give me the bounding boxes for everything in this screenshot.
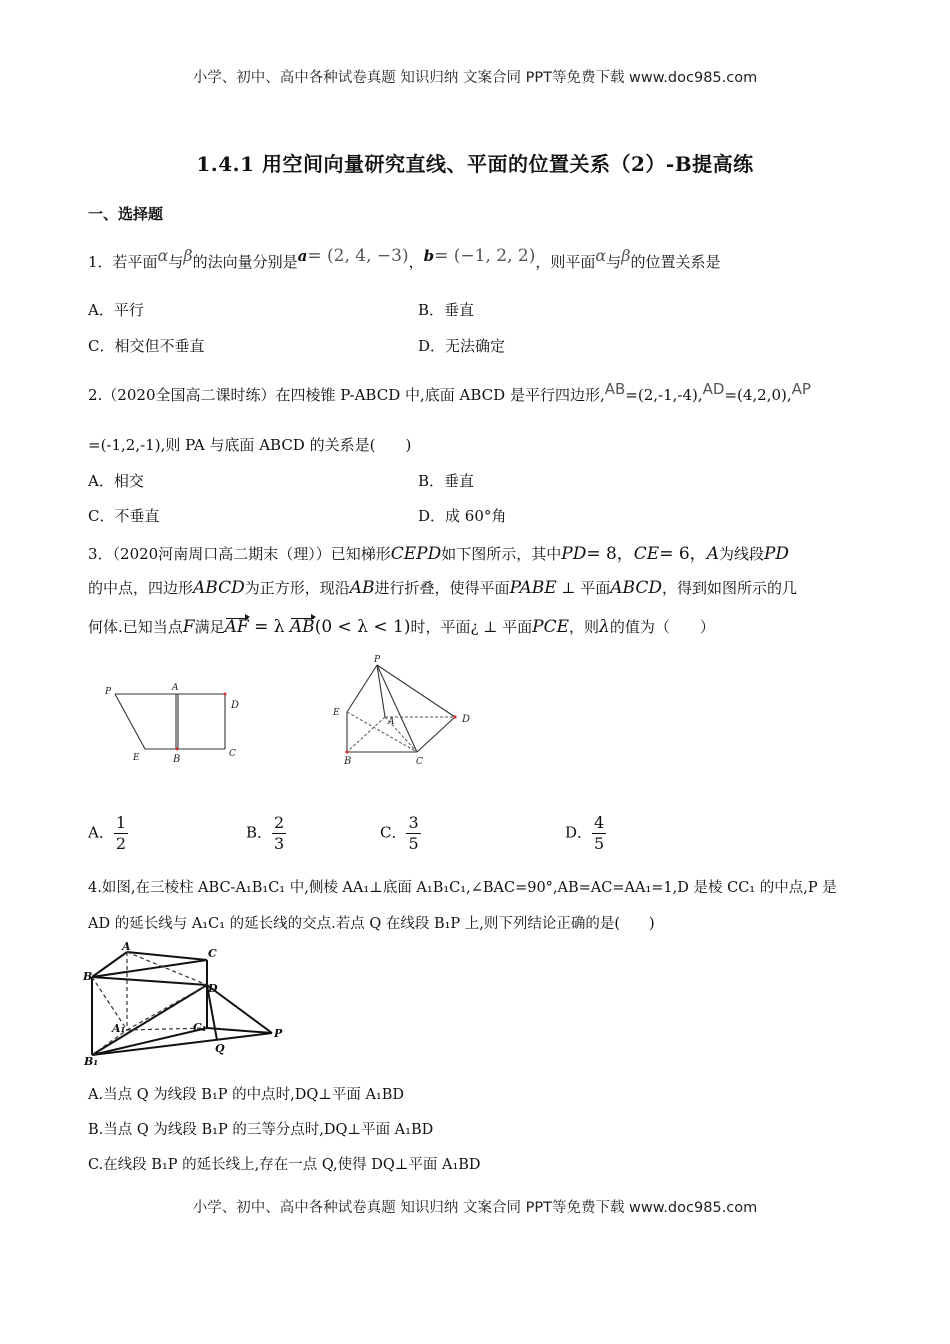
q1-and: 与: [168, 253, 184, 271]
fig1-label-b: B: [173, 754, 181, 765]
q3-pd2: PD: [763, 544, 790, 564]
q3-t4: 的中点，四边形: [88, 579, 194, 597]
q3-cond: (0 < λ < 1): [314, 617, 411, 637]
fig2-edge-cd: [417, 717, 455, 752]
q1-option-b: B．垂直: [418, 301, 475, 319]
q3-t6: 进行折叠，使得平面: [374, 579, 510, 597]
q3-vec-af: AF: [224, 617, 249, 637]
q3-pd: PD: [561, 544, 587, 564]
q1-option-c: C．相交但不垂直: [88, 337, 205, 355]
fig3-label-p: P: [274, 1027, 283, 1040]
fig2-label-b: B: [344, 756, 352, 767]
fig1-label-e: E: [133, 753, 140, 763]
q3-opt-c-frac: [406, 813, 420, 854]
q3-t5: 为正方形，现沿: [244, 579, 350, 597]
fig3-label-c1: C₁: [193, 1021, 207, 1034]
page-footer: 小学、初中、高中各种试卷真题 知识归纳 文案合同 PPT等免费下载 www.doc985.com: [192, 1200, 758, 1216]
page-header: 小学、初中、高中各种试卷真题 知识归纳 文案合同 PPT等免费下载 www.doc985.com: [192, 70, 758, 86]
q1-tail-a: ，则平面: [535, 253, 596, 271]
q4-figure-prism: [82, 940, 287, 1068]
q4-option-a: A.当点 Q 为线段 B₁P 的中点时,DQ⊥平面 A₁BD: [88, 1087, 405, 1103]
q3-f: F: [182, 617, 195, 637]
fig2-point-d: [453, 715, 456, 718]
q1-alpha: α: [157, 246, 169, 265]
q3-opt-b-frac: [272, 813, 286, 854]
fig2-hidden-ab: [347, 717, 385, 752]
q1-stem: [88, 246, 720, 272]
fig3-edge-b1p: [92, 1033, 272, 1055]
fig2-hidden-ec: [347, 712, 417, 752]
q3-abcd: ABCD: [193, 578, 245, 598]
q3-t2: 如下图所示，其中: [441, 545, 562, 563]
q1-tail-b: 的位置关系是: [630, 253, 721, 271]
q3-t10: 满足: [194, 618, 225, 636]
q2-vec-ab: AB: [604, 380, 626, 398]
q2-text: 2.（2020全国高二课时练）在四棱锥 P-ABCD 中,底面 ABCD 是平行四边形,: [88, 386, 605, 404]
q3-pd-val: = 8，: [586, 544, 634, 564]
q3-ce: CE: [633, 544, 660, 564]
q3-option-b: [246, 813, 286, 854]
q3-stem-line1: [88, 539, 789, 564]
q3-opt-d-num: 4: [594, 813, 605, 832]
fig3-edge-bc: [92, 960, 207, 977]
q2-option-c: C．不垂直: [88, 507, 160, 525]
q2-stem-line2: =(-1,2,-1),则 PA 与底面 ABCD 的关系是( ): [88, 436, 412, 454]
q3-figure-solid: [330, 652, 480, 770]
q1-lead: 1．若平面: [88, 253, 158, 271]
q3-opt-b-den: 3: [274, 834, 285, 853]
q2-vec-ad: AD: [702, 380, 725, 398]
fig2-label-d: D: [462, 714, 471, 725]
q2-stem-line1: [88, 380, 811, 405]
fig1-label-c: C: [229, 749, 236, 759]
q3-opt-d-frac: [592, 813, 606, 854]
page-title: 1.4.1 用空间向量研究直线、平面的位置关系（2）-B提高练: [196, 152, 754, 176]
q4-option-c: C.在线段 B₁P 的延长线上,存在一点 Q,使得 DQ⊥平面 A₁BD: [88, 1157, 481, 1173]
q1-and-2: 与: [606, 253, 622, 271]
q2-option-b: B．垂直: [418, 472, 475, 490]
fig2-label-p: P: [374, 655, 381, 665]
q1-beta-2: β: [621, 246, 631, 265]
q3-ab: AB: [349, 578, 375, 598]
q3-t1: 3．（2020河南周口高二期末（理））已知梯形: [88, 545, 391, 563]
q3-vec-ab: AB: [289, 617, 315, 637]
q4-stem-line1: 4.如图,在三棱柱 ABC-A₁B₁C₁ 中,侧棱 AA₁⊥底面 A₁B₁C₁,∠BAC=90°,AB=AC=AA₁=1,D 是棱 CC₁ 的中点,P 是: [88, 880, 837, 896]
fig1-label-d: D: [231, 700, 240, 711]
q3-opt-a-num: 1: [115, 813, 127, 832]
fig3-label-d: D: [208, 982, 218, 995]
fig2-label-e: E: [333, 708, 340, 718]
q3-opt-a-label: A．: [88, 823, 114, 842]
q2-vec-ap: AP: [791, 380, 811, 398]
q2-ad-val: =(4,2,0),: [724, 386, 792, 404]
q3-opt-c-den: 5: [408, 834, 419, 853]
fig2-label-a: A: [388, 717, 395, 727]
q3-pce: PCE: [532, 617, 570, 637]
q1-vector-a: a: [297, 247, 308, 265]
fig3-label-b: B: [83, 970, 93, 983]
q1-option-a: A．平行: [88, 301, 144, 319]
q3-option-c: [380, 813, 421, 854]
q3-t7: ⊥ 平面: [556, 579, 611, 597]
q1-vector-b-value: = (−1, 2, 2): [434, 246, 536, 266]
fig2-label-c: C: [416, 757, 423, 767]
fig3-edge-b1c1: [92, 1028, 207, 1055]
q4-option-b: B.当点 Q 为线段 B₁P 的三等分点时,DQ⊥平面 A₁BD: [88, 1122, 434, 1138]
q1-comma: ，: [408, 253, 424, 271]
fig3-label-c: C: [208, 947, 217, 960]
q3-t11: 时，平面¿ ⊥ 平面: [410, 618, 533, 636]
fig3-label-b1: B₁: [84, 1055, 99, 1068]
q3-t8: ，得到如图所示的几: [662, 579, 798, 597]
q3-opt-b-label: B．: [246, 823, 273, 842]
fig1-label-p: P: [105, 687, 112, 697]
q3-t3: 为线段: [718, 545, 764, 563]
q3-opt-d-den: 5: [594, 834, 605, 853]
q3-stem-line2: [88, 577, 797, 598]
fig1-label-a: A: [172, 683, 179, 693]
q3-t9: 何体.已知当点: [88, 618, 183, 636]
q2-option-d: D．成 60°角: [418, 507, 507, 525]
q3-t12: ，则: [569, 618, 600, 636]
q3-opt-a-frac: [114, 813, 128, 854]
q1-mid: 的法向量分别是: [192, 253, 298, 271]
q3-eq: = λ: [248, 617, 290, 637]
q1-vector-b: b: [423, 247, 435, 265]
q3-opt-b-num: 2: [274, 813, 285, 832]
q3-option-d: [565, 813, 606, 854]
fig3-edge-ac: [127, 952, 207, 960]
q1-alpha-2: α: [595, 246, 607, 265]
q1-option-d: D．无法确定: [418, 337, 506, 355]
section-heading: 一、选择题: [88, 205, 164, 223]
q4-stem-line2: AD 的延长线与 A₁C₁ 的延长线的交点.若点 Q 在线段 B₁P 上,则下列结论正确的是( ): [88, 916, 655, 932]
q3-stem-line3: [88, 616, 715, 637]
fig3-edge-c1p: [207, 1028, 272, 1033]
fig3-edge-b1d: [92, 985, 207, 1055]
fig3-label-q: Q: [215, 1042, 225, 1055]
fig3-label-a1: A₁: [112, 1022, 126, 1035]
fig2-edge-pe: [347, 665, 377, 712]
q3-opt-d-label: D．: [565, 823, 593, 842]
fig2-point-b: [345, 750, 348, 753]
q3-t13: 的值为（ ）: [609, 618, 715, 636]
q2-option-a: A．相交: [88, 472, 144, 490]
q3-figure-trapezoid: [95, 678, 255, 768]
q3-cepd: CEPD: [390, 544, 442, 564]
fig1-edge-pe: [115, 694, 145, 749]
fig1-point-b: [176, 748, 179, 751]
q3-opt-a-den: 2: [115, 834, 127, 853]
q1-beta: β: [183, 246, 193, 265]
fig1-point-d: [224, 693, 227, 696]
q2-ab-val: =(2,-1,-4),: [625, 386, 703, 404]
q3-ce-val: = 6，: [659, 544, 707, 564]
fig3-edge-bd: [92, 977, 207, 985]
q1-vector-a-value: = (2, 4, −3): [307, 246, 409, 266]
q3-pabe: PABE: [509, 578, 557, 598]
q3-abcd2: ABCD: [610, 578, 663, 598]
fig3-label-a: A: [122, 940, 131, 953]
q3-a: A: [706, 544, 719, 564]
q3-opt-c-label: C．: [380, 823, 407, 842]
q3-lambda: λ: [599, 617, 610, 637]
q3-option-a: [88, 813, 128, 854]
q3-opt-c-num: 3: [408, 813, 419, 832]
